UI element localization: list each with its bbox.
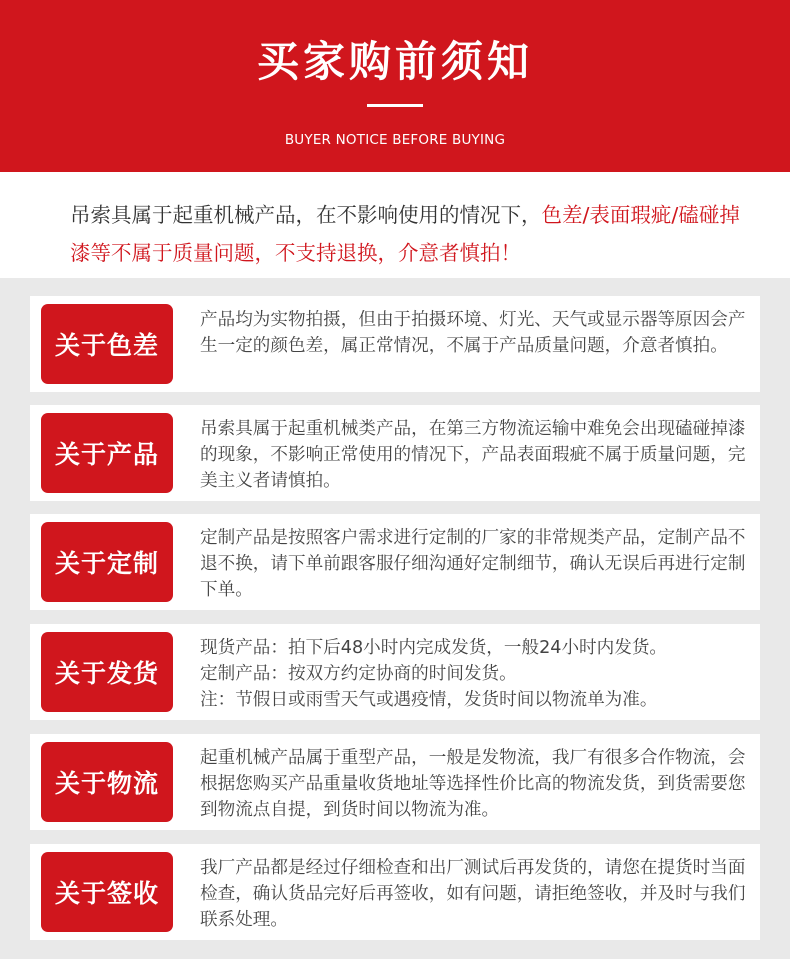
page-title: 买家购前须知	[256, 37, 533, 86]
section-color-difference	[30, 296, 760, 392]
section-signing	[30, 844, 760, 940]
shipping-line-custom: 定制产品：按双方约定协商的时间发货。	[200, 664, 517, 684]
section-label: 关于定制	[41, 522, 173, 602]
intro-notice	[0, 172, 790, 278]
intro-text	[70, 196, 750, 272]
section-shipping	[30, 624, 760, 720]
intro-text-normal: 吊索具属于起重机械产品，在不影响使用的情况下，	[70, 203, 542, 227]
section-logistics	[30, 734, 760, 830]
header-banner	[0, 0, 790, 172]
section-label: 关于签收	[41, 852, 173, 932]
section-label: 关于产品	[41, 413, 173, 493]
shipping-line-stock: 现货产品：拍下后48小时内完成发货，一般24小时内发货。	[200, 638, 668, 658]
intro-text-highlight: 色差/表面瑕疵/磕碰掉漆等不属于质量问题，不支持退换，介意者慎拍！	[70, 203, 740, 265]
section-text: 我厂产品都是经过仔细检查和出厂测试后再发货的，请您在提货时当面检查，确认货品完好后再签收，如有问题，请拒绝签收，并及时与我们联系处理。	[200, 858, 746, 930]
section-text: 吊索具属于起重机械类产品，在第三方物流运输中难免会出现磕碰掉漆的现象，不影响正常使用的情况下，产品表面瑕疵不属于质量问题，完美主义者请慎拍。	[200, 419, 746, 491]
page-subtitle: BUYER NOTICE BEFORE BUYING	[284, 132, 506, 148]
shipping-line-note: 注：节假日或雨雪天气或遇疫情，发货时间以物流单为准。	[200, 690, 658, 710]
section-label: 关于物流	[41, 742, 173, 822]
section-text	[200, 635, 755, 713]
section-text: 产品均为实物拍摄，但由于拍摄环境、灯光、天气或显示器等原因会产生一定的颜色差，属正常情况，不属于产品质量问题，介意者慎拍。	[200, 310, 746, 356]
section-customization	[30, 514, 760, 610]
title-divider	[367, 104, 423, 107]
section-label: 关于发货	[41, 632, 173, 712]
section-label: 关于色差	[41, 304, 173, 384]
section-product	[30, 405, 760, 501]
section-text: 起重机械产品属于重型产品，一般是发物流，我厂有很多合作物流，会根据您购买产品重量收货地址等选择性价比高的物流发货，到货需要您到物流点自提，到货时间以物流为准。	[200, 748, 746, 820]
section-text: 定制产品是按照客户需求进行定制的厂家的非常规类产品，定制产品不退不换，请下单前跟客服仔细沟通好定制细节，确认无误后再进行定制下单。	[200, 528, 746, 600]
